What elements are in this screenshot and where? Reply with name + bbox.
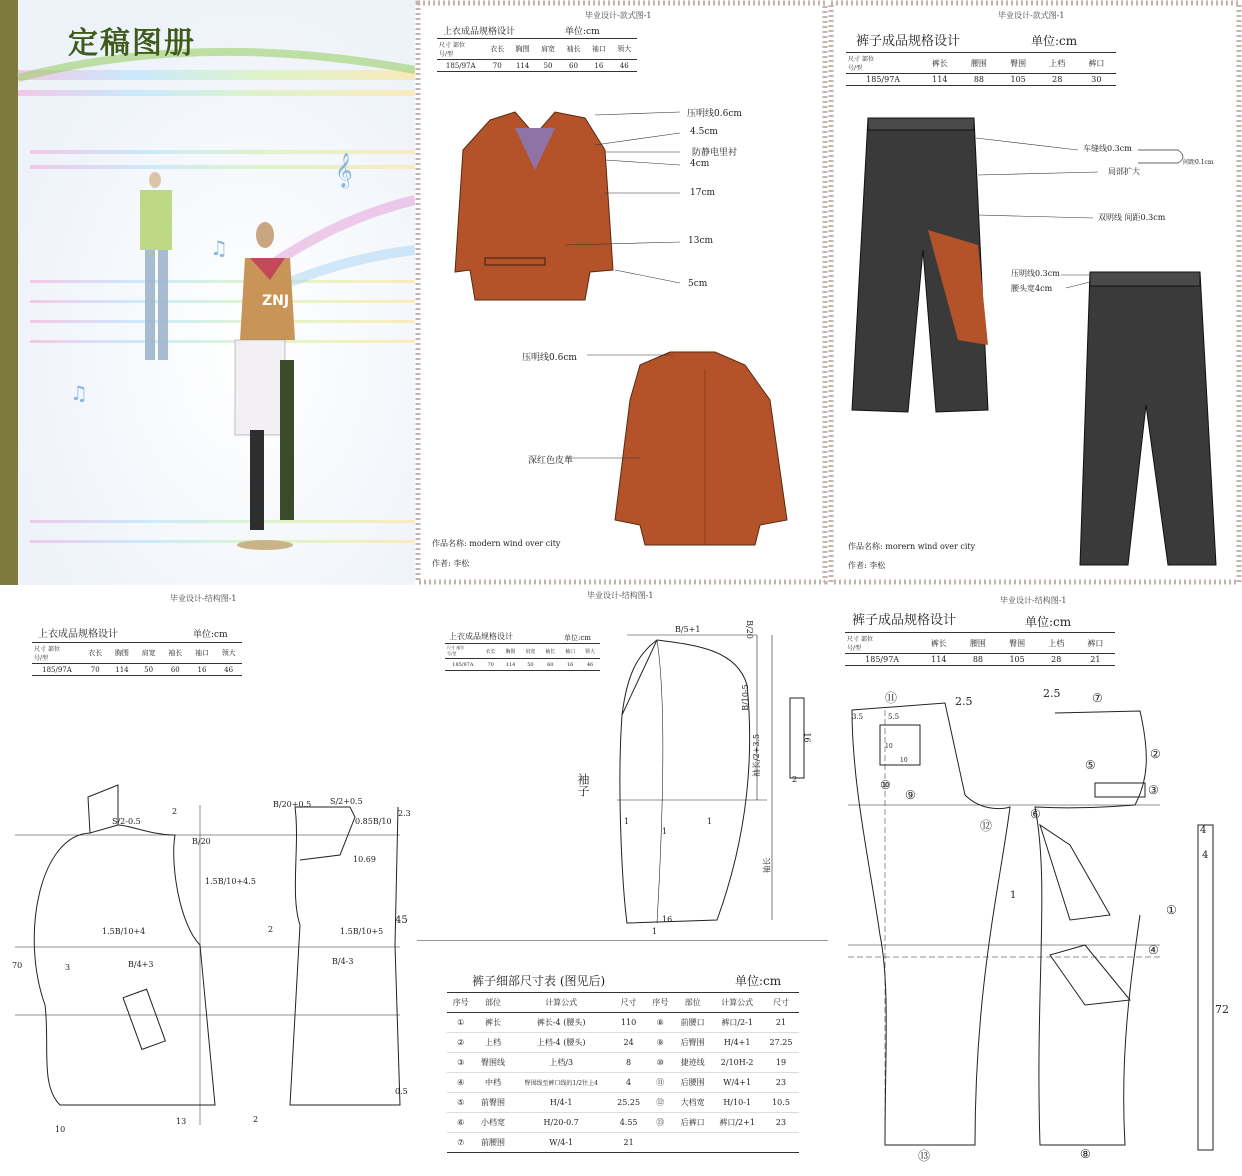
label-5: 袖长 [762,857,772,874]
label-2: 2 [172,807,178,816]
label-3: B/20 [192,837,211,846]
svg-text:𝄞: 𝄞 [335,153,353,188]
callout-6: 13cm [688,236,714,246]
callout-1: 车缝线0.3cm [1083,144,1132,153]
label-3: B/10-5 [740,684,750,711]
jacket-spec-table: 尺寸 部位 号/型 衣长 胸围 肩宽 袖长 袖口 领大 185/97A 70 114 50 60 16 46 [32,642,242,676]
page-caption: 毕业设计-款式图-1 [585,11,652,20]
label-1: ⑪ [885,691,898,705]
spec-title: 上衣成品规格设计 [449,632,513,641]
table-row: ⑤ 前臀围 H/4-1 25.25 ⑫ 大档宽 H/10-1 10.5 [447,1093,799,1113]
sleeve-spec-table: 尺寸 部位 号/型 衣长 胸围 肩宽 袖长 袖口 领大 185/97A 70 114 50 60 16 46 [445,643,600,671]
jacket-drawing [415,0,828,585]
detail-unit: 单位:cm [735,974,782,988]
label-10: 1 [707,817,713,826]
spec-title: 裤子成品规格设计 [852,613,957,628]
label-1: B/5+1 [675,625,701,634]
back-callout-material: 深红色皮革 [528,456,574,466]
table-row: ① 裤长 裤长-4 (腰头) 110 ⑧ 前腰口 裤口/2-1 21 [447,1013,799,1033]
back-callout-top: 压明线0.6cm [522,353,577,363]
label-10: ⑤ [1085,758,1096,772]
pants-structure-panel [830,585,1242,1176]
unit-label: 单位:cm [565,27,600,37]
cover-panel [0,0,415,585]
label-20: 2 [253,1115,259,1124]
label-9: 1.5B/10+4.5 [205,877,256,886]
spec-title: 上衣成品规格设计 [443,27,516,37]
label-8: 10.69 [353,855,376,864]
pants-spec-table: 尺寸 部位 号/型 裤长 腰围 臀围 上档 裤口 185/97A 114 88 105 28 21 [845,632,1115,666]
label-23: ⑧ [1080,1147,1091,1161]
callout-4: 双明线 间距0.3cm [1098,213,1166,222]
label-10: 1.5B/10+4 [102,927,146,936]
spec-title: 裤子成品规格设计 [856,34,961,49]
callout-2: 局部扩大 [1108,167,1140,176]
label-8: 10 [900,757,908,764]
label-6: 16 [802,732,812,743]
pants-detail-panel [417,942,828,1176]
label-8: 1 [624,817,630,826]
jacket-style-panel [415,0,828,585]
label-21: 0.5 [395,1087,408,1096]
label-15: B/4-3 [332,957,354,966]
callout-1: 压明线0.6cm [687,109,742,119]
page-caption: 毕业设计-结构图-1 [587,591,654,600]
figure-text: ZNJ [262,293,290,309]
label-15: ⑥ [1030,807,1041,821]
label-5: 3.5 [852,713,864,721]
pants-style-panel [828,0,1242,585]
label-16: 1 [1010,890,1017,901]
callout-4: 4cm [690,159,710,169]
sleeve-label: 袖子 [576,773,590,797]
unit-label: 单位:cm [1031,34,1078,48]
label-7: 10 [885,743,893,750]
label-12: 45 [395,915,408,926]
label-4: ⑦ [1092,691,1103,705]
table-row: ⑦ 前腰围 W/4-1 21 [447,1133,799,1153]
label-17: ① [1166,903,1177,917]
label-2: B/20 [744,620,754,639]
label-17: 3 [65,963,71,972]
callout-2: 4.5cm [690,127,718,137]
page-caption: 毕业设计-款式图-1 [998,11,1065,20]
label-6: 0.85B/10 [355,817,392,826]
cover-title: 定稿图册 [68,26,196,61]
svg-text:♫: ♫ [70,381,88,405]
sleeve-structure-panel [417,585,828,940]
label-16: 70 [12,961,23,970]
detail-title: 裤子细部尺寸表 (图见后) [472,974,606,988]
label-11: 16 [662,915,673,924]
work-name: 作品名称: morern wind over city [848,542,976,551]
label-6: 5.5 [888,713,900,721]
cover-art [0,0,415,585]
label-1: S/2-0.5 [112,817,141,826]
table-row: ③ 臀围线 上档/3 8 ⑩ 捷迹线 2/10H-2 19 [447,1053,799,1073]
callout-7: 5cm [688,279,708,289]
author: 作者: 李松 [848,561,886,570]
table-row: ④ 中档 臀围线至裤口线的1/2往上4 4 ⑪ 后腰围 W/4+1 23 [447,1073,799,1093]
label-12: ⑨ [905,788,916,802]
work-name: 作品名称: modern wind over city [432,539,561,548]
label-9: 1 [662,827,668,836]
label-5: S/2+0.5 [330,797,363,806]
label-11: 1.5B/10+5 [340,927,384,936]
callout-3: 防静电里衬 [692,148,738,158]
label-19: 4 [1200,825,1207,836]
table-row: ② 上档 上档-4 (腰头) 24 ⑨ 后臀围 H/4+1 27.25 [447,1033,799,1053]
jacket-spec-table: 尺寸 部位 号/型 衣长 胸围 肩宽 袖长 袖口 领大 185/97A 70 114 50 60 16 46 [437,38,637,72]
label-11: ⑩ [880,778,891,792]
page-caption: 毕业设计-结构图-1 [170,594,237,603]
jacket-structure-panel [0,585,415,1176]
label-21: 72 [1215,1003,1229,1016]
label-18: 10 [55,1125,66,1134]
label-18: ④ [1148,943,1159,957]
pants-detail-table: 序号 部位 计算公式 尺寸 序号 部位 计算公式 尺寸 ① 裤长 裤长-4 (腰头) 110 ⑧ 前腰口 裤口/2-1 21 ② 上档 上档-4 (腰头) 24 ⑨ 后臀围 H/4+1 27.25 ③ 臀围线 上档/3 8 ⑩ 捷迹线 2/10H-2 19 ④ 中档 臀围线至裤口线的1/2往上4 4 ⑪ 后腰围 W/4+1 23 ⑤ 前臀围 H/4-1 25.25 ⑫ 大档宽 H/10-1 10.5 ⑥ 小档宽 H/20-0.7 4.55 ⑬ 后裤口 裤口/2+1 23 ⑦ 前腰围 W/4-1 21 [447,992,799,1153]
callout-6: 腰头宽4cm [1011,284,1053,293]
label-19: 13 [176,1117,187,1126]
label-13: 2 [268,925,274,934]
label-7: 2 [792,775,798,784]
label-13: ③ [1148,783,1159,797]
unit-label: 单位:cm [1025,615,1072,629]
unit-label: 单位:cm [193,630,228,640]
divider-h [417,940,828,941]
table-row: ⑥ 小档宽 H/20-0.7 4.55 ⑬ 后裤口 裤口/2+1 23 [447,1113,799,1133]
label-7: 2.3 [398,809,411,818]
sleeve-pattern [417,585,828,940]
label-12: 1 [652,927,658,936]
label-20: 4 [1202,850,1209,861]
page-caption: 毕业设计-结构图-1 [1000,596,1067,605]
label-14: B/4+3 [128,960,154,969]
callout-3: 间距0.1cm [1183,159,1214,166]
label-3: 2.5 [1043,687,1061,700]
spec-title: 上衣成品规格设计 [38,629,118,640]
pants-spec-table: 尺寸 部位 号/型 裤长 腰围 臀围 上档 裤口 185/97A 114 88 105 28 30 [846,52,1116,86]
svg-text:♫: ♫ [210,236,228,260]
callout-5: 17cm [690,188,716,198]
pants-pattern [830,585,1242,1176]
callout-5: 压明线0.3cm [1011,269,1060,278]
label-4: B/20+0.5 [273,800,312,809]
label-14: ⑫ [980,819,993,833]
label-4: 袖长/2+3.5 [752,733,762,778]
label-9: ② [1150,747,1161,761]
label-2: 2.5 [955,695,973,708]
unit-label: 单位:cm [564,634,591,642]
author: 作者: 李松 [432,559,470,568]
label-22: ⑬ [918,1149,931,1163]
